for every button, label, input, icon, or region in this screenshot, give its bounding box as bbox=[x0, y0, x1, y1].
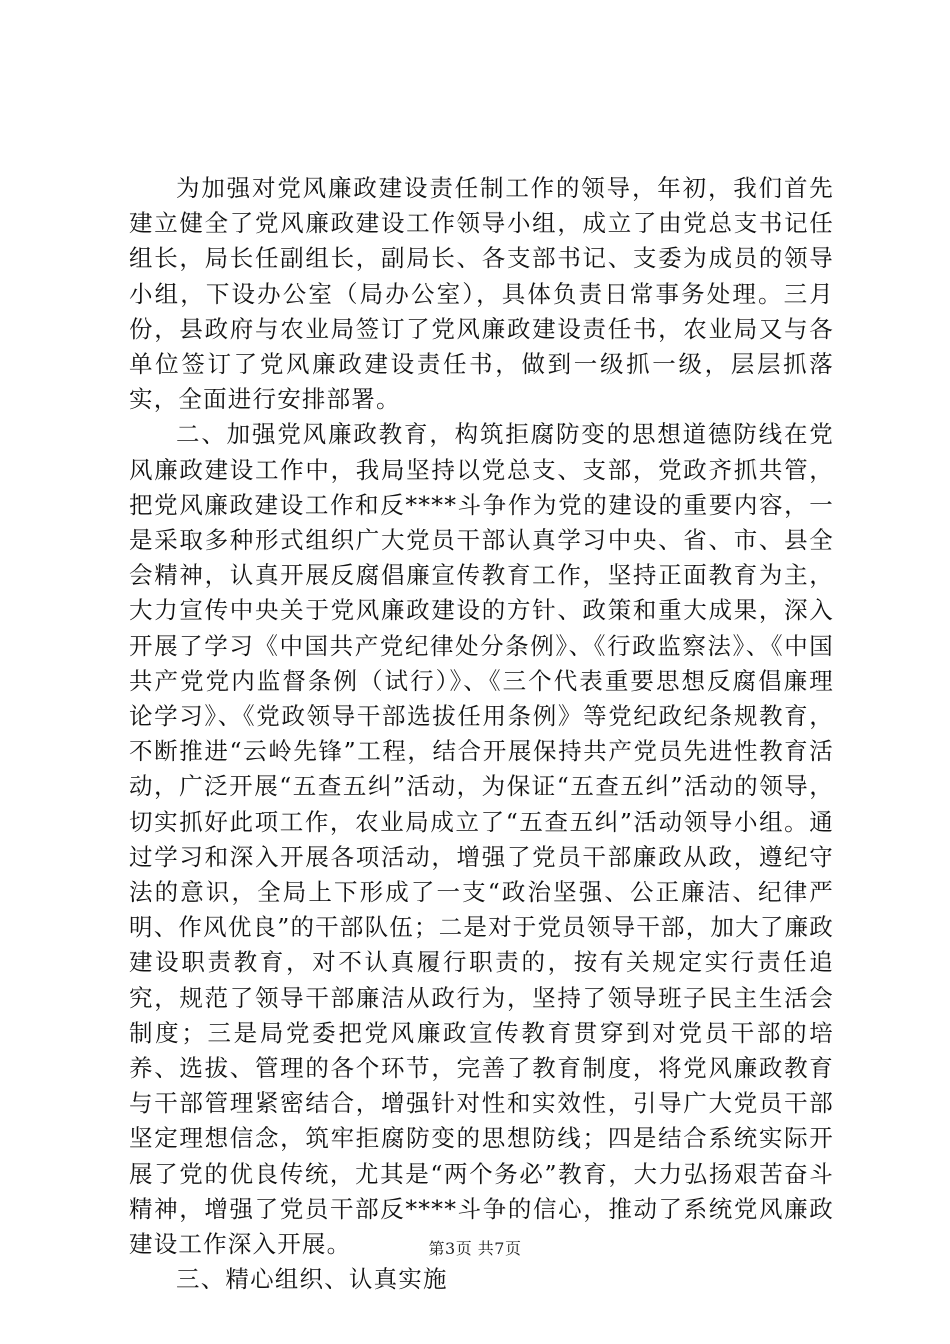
page-number-footer: 第3页 共7页 bbox=[428, 1239, 522, 1258]
paragraph-heading-three: 三、精心组织、认真实施 bbox=[176, 1265, 448, 1294]
paragraph-education: 二、加强党风廉政教育，构筑拒腐防变的思想道德防线在党风廉政建设工作中，我局坚持以党总支、支部，党政齐抓共管，把党风廉政建设工作和反****斗争作为党的建设的重要内容，一是采取多种形式组织广大党员干部认真学习中央、省、市、县全会精神，认真开展反腐倡廉宣传教育工作，坚持正面教育为主，大力宣传中央关于党风廉政建设的方针、政策和重大成果，深入开展了学习《中国共产党纪律处分条例》、《行政监察法》、《中国共产党党内监督条例（试行）》、《三个代表重要思想反腐倡廉理论学习》、《党政领导干部选拔任用条例》等党纪政纪条规教育，不断推进“云岭先锋”工程，结合开展保持共产党员先进性教育活动，广泛开展“五查五纠”活动，为保证“五查五纠”活动的领导，切实抓好此项工作，农业局成立了“五查五纠”活动领导小组。通过学习和深入开展各项活动，增强了党员干部廉政从政，遵纪守法的意识，全局上下形成了一支“政治坚强、公正廉洁、纪律严明、作风优良”的干部队伍；二是对于党员领导干部，加大了廉政建设职责教育，对不认真履行职责的，按有关规定实行责任追究，规范了领导干部廉洁从政行为，坚持了领导班子民主生活会制度；三是局党委把党风廉政宣传教育贯穿到对党员干部的培养、选拔、管理的各个环节，完善了教育制度，将党风廉政教育与干部管理紧密结合，增强针对性和实效性，引导广大党员干部坚定理想信念，筑牢拒腐防变的思想防线；四是结合系统实际开展了党的优良传统，尤其是“两个务必”教育，大力弘扬艰苦奋斗精神，增强了党员干部反****斗争的信心，推动了系统党风廉政建设工作深入开展。 bbox=[129, 420, 834, 1259]
paragraph-leadership: 为加强对党风廉政建设责任制工作的领导，年初，我们首先建立健全了党风廉政建设工作领导小组，成立了由党总支书记任组长，局长任副组长，副局长、各支部书记、支委为成员的领导小组，下设办公室（局办公室），具体负责日常事务处理。三月份，县政府与农业局签订了党风廉政建设责任书，农业局又与各单位签订了党风廉政建设责任书，做到一级抓一级，层层抓落实，全面进行安排部署。 bbox=[129, 174, 834, 414]
document-body bbox=[129, 171, 834, 1298]
